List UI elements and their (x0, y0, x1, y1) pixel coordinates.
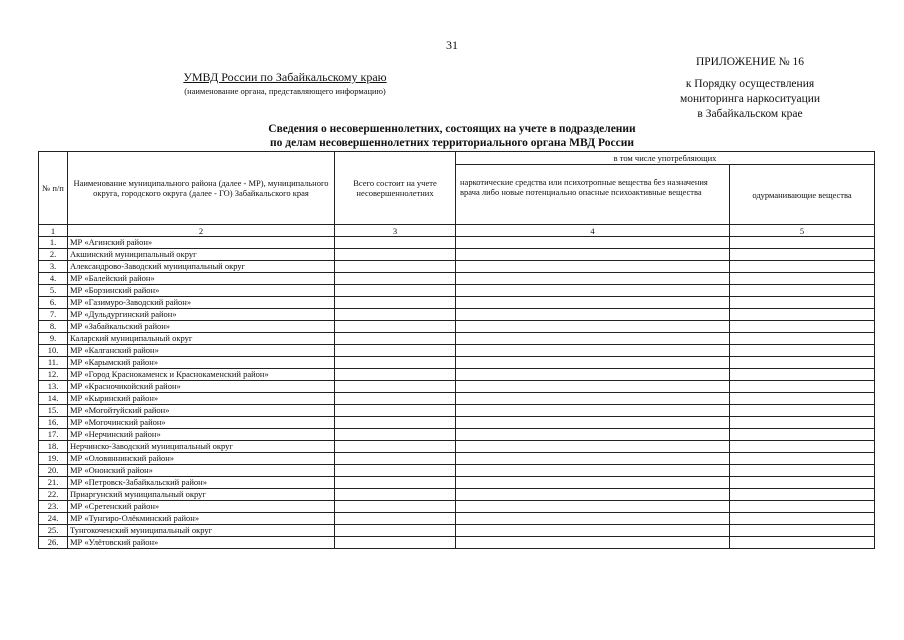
row-total-cell (335, 333, 456, 345)
row-municipality: МР «Тунгиро-Олёкминский район» (68, 513, 335, 525)
row-inhalants-cell (730, 405, 875, 417)
row-drugs-cell (456, 357, 730, 369)
row-number: 21. (39, 477, 68, 489)
row-municipality: МР «Могочинский район» (68, 417, 335, 429)
table-row (39, 441, 875, 453)
row-total-cell (335, 477, 456, 489)
row-total-cell (335, 297, 456, 309)
row-inhalants-cell (730, 453, 875, 465)
row-municipality: МР «Балейский район» (68, 273, 335, 285)
row-drugs-cell (456, 393, 730, 405)
row-inhalants-cell (730, 429, 875, 441)
row-number: 1. (39, 237, 68, 249)
row-total-cell (335, 537, 456, 549)
row-municipality: Приаргунский муниципальный округ (68, 489, 335, 501)
row-municipality: МР «Борзинский район» (68, 285, 335, 297)
table-row (39, 381, 875, 393)
row-number: 9. (39, 333, 68, 345)
column-numbers-row (39, 225, 875, 237)
row-total-cell (335, 309, 456, 321)
row-drugs-cell (456, 513, 730, 525)
row-number: 25. (39, 525, 68, 537)
row-inhalants-cell (730, 501, 875, 513)
table-row (39, 285, 875, 297)
row-inhalants-cell (730, 273, 875, 285)
row-number: 8. (39, 321, 68, 333)
row-total-cell (335, 465, 456, 477)
row-drugs-cell (456, 405, 730, 417)
row-number: 20. (39, 465, 68, 477)
appendix-block (650, 55, 850, 122)
table-body (39, 237, 875, 549)
row-municipality: Нерчинско-Заводский муниципальный округ (68, 441, 335, 453)
row-number: 5. (39, 285, 68, 297)
row-number: 4. (39, 273, 68, 285)
row-number: 12. (39, 369, 68, 381)
report-title (0, 122, 904, 150)
row-number: 22. (39, 489, 68, 501)
row-drugs-cell (456, 489, 730, 501)
row-drugs-cell (456, 261, 730, 273)
organ-name: УМВД России по Забайкальскому краю (183, 70, 387, 84)
appendix-title: ПРИЛОЖЕНИЕ № 16 (695, 56, 804, 68)
row-number: 23. (39, 501, 68, 513)
table-row (39, 273, 875, 285)
row-drugs-cell (456, 333, 730, 345)
row-municipality: МР «Красночикойский район» (68, 381, 335, 393)
row-inhalants-cell (730, 249, 875, 261)
row-municipality: Акшинский муниципальный округ (68, 249, 335, 261)
row-total-cell (335, 345, 456, 357)
row-drugs-cell (456, 285, 730, 297)
row-number: 13. (39, 381, 68, 393)
report-table (38, 151, 875, 549)
row-inhalants-cell (730, 393, 875, 405)
row-municipality: Александрово-Заводский муниципальный округ (68, 261, 335, 273)
row-drugs-cell (456, 369, 730, 381)
row-number: 14. (39, 393, 68, 405)
table-row (39, 489, 875, 501)
table-row (39, 513, 875, 525)
row-drugs-cell (456, 381, 730, 393)
row-total-cell (335, 237, 456, 249)
organ-block (140, 70, 430, 96)
table-row (39, 453, 875, 465)
row-drugs-cell (456, 309, 730, 321)
row-number: 17. (39, 429, 68, 441)
row-number: 10. (39, 345, 68, 357)
header-drugs: наркотические средства или психотропные вещества без назначения врача либо новые потенциально опасные психоактивные вещества (456, 165, 730, 225)
table-row (39, 417, 875, 429)
row-municipality: МР «Карымский район» (68, 357, 335, 369)
row-drugs-cell (456, 297, 730, 309)
row-drugs-cell (456, 321, 730, 333)
row-number: 2. (39, 249, 68, 261)
row-total-cell (335, 501, 456, 513)
row-municipality: МР «Нерчинский район» (68, 429, 335, 441)
row-drugs-cell (456, 465, 730, 477)
table-row (39, 369, 875, 381)
row-number: 3. (39, 261, 68, 273)
row-inhalants-cell (730, 261, 875, 273)
row-total-cell (335, 249, 456, 261)
row-municipality: МР «Город Краснокаменск и Краснокаменский район» (68, 369, 335, 381)
row-municipality: МР «Газимуро-Заводский район» (68, 297, 335, 309)
row-inhalants-cell (730, 525, 875, 537)
row-total-cell (335, 273, 456, 285)
row-number: 26. (39, 537, 68, 549)
row-total-cell (335, 441, 456, 453)
row-total-cell (335, 525, 456, 537)
row-drugs-cell (456, 441, 730, 453)
header-number: № п/п (39, 152, 68, 225)
row-total-cell (335, 513, 456, 525)
row-number: 7. (39, 309, 68, 321)
row-municipality: МР «Ононский район» (68, 465, 335, 477)
row-inhalants-cell (730, 237, 875, 249)
row-municipality: МР «Оловяннинский район» (68, 453, 335, 465)
appendix-line: к Порядку осуществления (685, 78, 815, 90)
row-drugs-cell (456, 237, 730, 249)
row-municipality: Каларский муниципальный округ (68, 333, 335, 345)
row-municipality: МР «Забайкальский район» (68, 321, 335, 333)
row-drugs-cell (456, 273, 730, 285)
row-inhalants-cell (730, 333, 875, 345)
table-row (39, 333, 875, 345)
header-group: в том числе употребляющих (456, 152, 875, 165)
table-row (39, 537, 875, 549)
row-total-cell (335, 393, 456, 405)
column-number: 4 (456, 225, 730, 237)
row-number: 24. (39, 513, 68, 525)
appendix-line: в Забайкальском крае (697, 108, 803, 120)
row-drugs-cell (456, 537, 730, 549)
row-number: 16. (39, 417, 68, 429)
column-number: 5 (730, 225, 875, 237)
row-drugs-cell (456, 477, 730, 489)
row-inhalants-cell (730, 477, 875, 489)
row-municipality: Тунгокоченский муниципальный округ (68, 525, 335, 537)
row-total-cell (335, 405, 456, 417)
column-number: 1 (39, 225, 68, 237)
row-municipality: МР «Петровск-Забайкальский район» (68, 477, 335, 489)
row-total-cell (335, 357, 456, 369)
row-drugs-cell (456, 453, 730, 465)
table-row (39, 501, 875, 513)
table-row (39, 405, 875, 417)
table-row (39, 525, 875, 537)
table-header (39, 152, 875, 237)
table-row (39, 249, 875, 261)
row-inhalants-cell (730, 537, 875, 549)
column-number: 3 (335, 225, 456, 237)
row-number: 19. (39, 453, 68, 465)
row-inhalants-cell (730, 489, 875, 501)
table-row (39, 477, 875, 489)
row-drugs-cell (456, 345, 730, 357)
row-inhalants-cell (730, 513, 875, 525)
row-municipality: МР «Кыринский район» (68, 393, 335, 405)
report-title-line: по делам несовершеннолетних территориального органа МВД России (270, 137, 634, 149)
row-number: 6. (39, 297, 68, 309)
row-total-cell (335, 417, 456, 429)
organ-caption: (наименование органа, представляющего информацию) (184, 86, 386, 96)
table-row (39, 345, 875, 357)
report-title-line: Сведения о несовершеннолетних, состоящих на учете в подразделении (268, 123, 636, 135)
row-inhalants-cell (730, 369, 875, 381)
header-inhalants: одурманивающие вещества (730, 165, 875, 225)
row-total-cell (335, 369, 456, 381)
row-inhalants-cell (730, 417, 875, 429)
row-inhalants-cell (730, 357, 875, 369)
row-number: 18. (39, 441, 68, 453)
row-total-cell (335, 381, 456, 393)
row-inhalants-cell (730, 309, 875, 321)
row-drugs-cell (456, 429, 730, 441)
row-municipality: МР «Дульдургинский район» (68, 309, 335, 321)
table-row (39, 357, 875, 369)
row-municipality: МР «Сретенский район» (68, 501, 335, 513)
row-municipality: МР «Калганский район» (68, 345, 335, 357)
row-drugs-cell (456, 417, 730, 429)
row-inhalants-cell (730, 321, 875, 333)
table-row (39, 309, 875, 321)
row-inhalants-cell (730, 381, 875, 393)
row-municipality: МР «Могойтуйский район» (68, 405, 335, 417)
row-total-cell (335, 261, 456, 273)
row-total-cell (335, 489, 456, 501)
row-total-cell (335, 429, 456, 441)
row-inhalants-cell (730, 285, 875, 297)
header-total: Всего состоит на учете несовершеннолетних (335, 152, 456, 225)
table-row (39, 321, 875, 333)
table-row (39, 297, 875, 309)
row-inhalants-cell (730, 297, 875, 309)
row-inhalants-cell (730, 441, 875, 453)
page-number: 31 (446, 38, 458, 52)
appendix-line: мониторинга наркоситуации (679, 93, 821, 105)
row-total-cell (335, 321, 456, 333)
table-row (39, 429, 875, 441)
table-row (39, 237, 875, 249)
row-number: 11. (39, 357, 68, 369)
table-row (39, 261, 875, 273)
row-municipality: МР «Улётовский район» (68, 537, 335, 549)
row-drugs-cell (456, 525, 730, 537)
header-municipality: Наименование муниципального района (далее - МР), муниципального округа, городского округа (далее - ГО) Забайкальского края (68, 152, 335, 225)
row-drugs-cell (456, 501, 730, 513)
row-total-cell (335, 285, 456, 297)
row-number: 15. (39, 405, 68, 417)
table-row (39, 393, 875, 405)
row-drugs-cell (456, 249, 730, 261)
row-inhalants-cell (730, 345, 875, 357)
table-row (39, 465, 875, 477)
row-municipality: МР «Агинский район» (68, 237, 335, 249)
column-number: 2 (68, 225, 335, 237)
row-total-cell (335, 453, 456, 465)
row-inhalants-cell (730, 465, 875, 477)
